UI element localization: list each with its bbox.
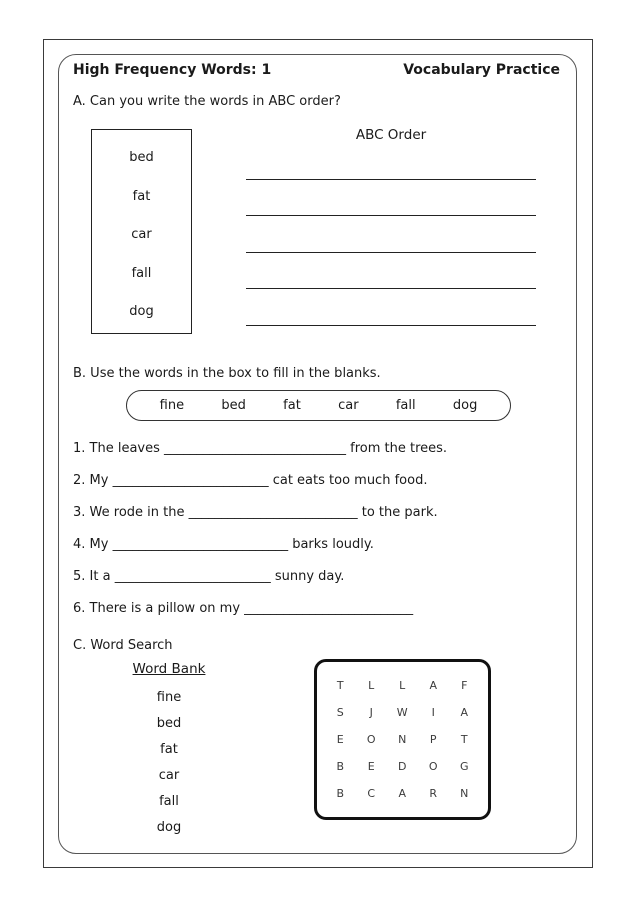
- answer-line: [246, 215, 536, 216]
- word-bank-word: fine: [159, 398, 185, 413]
- word-bank-word: fat: [283, 398, 301, 413]
- grid-letter: J: [369, 706, 374, 719]
- worksheet-subtitle: Vocabulary Practice: [403, 62, 560, 78]
- grid-letter: O: [428, 760, 439, 773]
- grid-letter: P: [429, 733, 438, 746]
- word-bank-item: bed: [156, 716, 182, 731]
- grid-letter: G: [459, 760, 470, 773]
- worksheet-header: [73, 62, 560, 78]
- section-b-prompt: B. Use the words in the box to fill in the blanks.: [73, 366, 381, 381]
- answer-line: [246, 252, 536, 253]
- grid-letter: I: [431, 706, 436, 719]
- grid-letter: D: [398, 760, 407, 773]
- word-search-grid: [314, 659, 491, 820]
- word-bank-heading: Word Bank: [132, 661, 206, 677]
- section-a-prompt: A. Can you write the words in ABC order?: [73, 94, 341, 109]
- word-bank-word: dog: [452, 398, 478, 413]
- section-c-prompt: C. Word Search: [73, 638, 173, 653]
- answer-line: [246, 179, 536, 180]
- grid-letter: B: [336, 787, 345, 800]
- word-bank-word: fall: [395, 398, 416, 413]
- word-bank-item: fine: [156, 690, 182, 705]
- answer-line: [246, 288, 536, 289]
- worksheet-card: [58, 54, 577, 854]
- fill-blank-sentence: 3. We rode in the __________________________ to the park.: [73, 505, 438, 520]
- fill-blank-sentence: 6. There is a pillow on my __________________________: [73, 601, 414, 616]
- grid-letter: E: [336, 733, 345, 746]
- word-bank-item: car: [158, 768, 180, 783]
- abc-order-heading: ABC Order: [355, 127, 427, 143]
- grid-letter: S: [336, 706, 345, 719]
- grid-letter: A: [460, 706, 469, 719]
- grid-letter: E: [367, 760, 376, 773]
- fill-blank-sentence: 1. The leaves ____________________________ from the trees.: [73, 441, 448, 456]
- fill-blank-sentence: 4. My ___________________________ barks loudly.: [73, 537, 374, 552]
- grid-letter: L: [368, 679, 375, 692]
- word-list-box: [91, 129, 192, 334]
- grid-letter: O: [366, 733, 377, 746]
- word-bank-pill: [126, 390, 511, 421]
- grid-letter: N: [460, 787, 469, 800]
- word-list-item: car: [131, 227, 152, 242]
- grid-letter: T: [336, 679, 345, 692]
- grid-letter: A: [429, 679, 438, 692]
- word-bank-item: dog: [156, 820, 182, 835]
- word-list-item: fat: [132, 188, 151, 204]
- grid-letter: N: [398, 733, 407, 746]
- word-bank-item: fall: [159, 794, 179, 809]
- grid-letter: C: [367, 787, 376, 800]
- answer-line: [246, 325, 536, 326]
- word-bank-list: [89, 661, 249, 841]
- word-list-item: bed: [129, 150, 154, 165]
- worksheet-title: High Frequency Words: 1: [73, 62, 272, 78]
- word-bank-item: fat: [160, 742, 178, 757]
- fill-blank-sentence: 2. My ________________________ cat eats too much food.: [73, 473, 428, 488]
- grid-letter: F: [461, 679, 468, 692]
- grid-letter: B: [336, 760, 345, 773]
- grid-letter: R: [429, 787, 438, 800]
- grid-letter: A: [398, 787, 407, 800]
- word-bank-word: car: [338, 398, 359, 413]
- word-bank-word: bed: [221, 398, 246, 413]
- grid-letter: T: [460, 733, 469, 746]
- word-list-item: dog: [129, 304, 154, 319]
- grid-letter: L: [399, 679, 406, 692]
- fill-blank-sentence: 5. It a ________________________ sunny day.: [73, 569, 345, 584]
- grid-letter: W: [396, 706, 409, 719]
- word-list-item: fall: [131, 265, 152, 281]
